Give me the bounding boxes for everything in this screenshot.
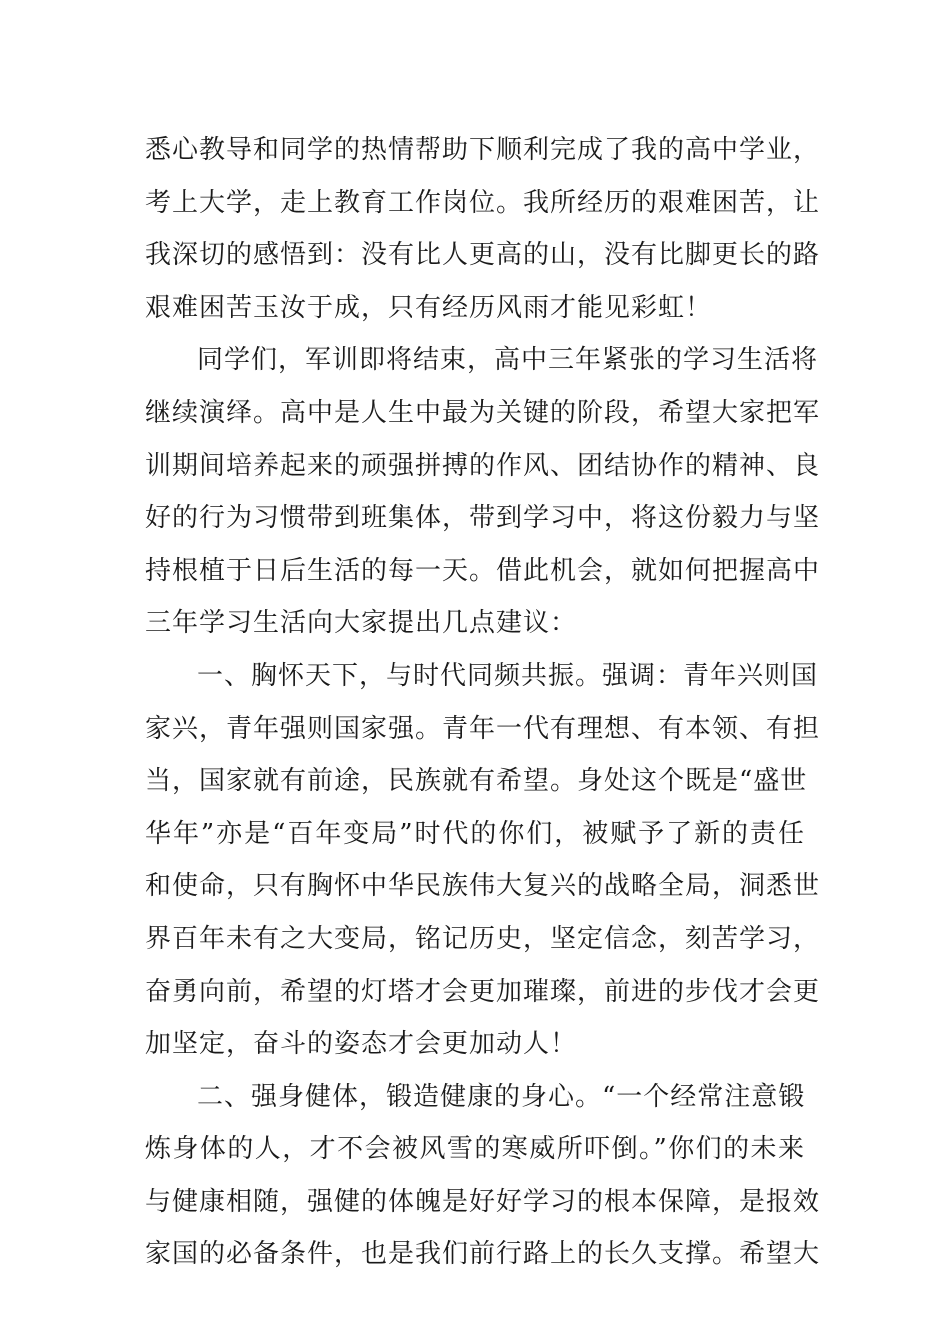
text-line: 持根植于日后生活的每一天。借此机会，就如何把握高中 bbox=[145, 555, 821, 586]
text-line: 考上大学，走上教育工作岗位。我所经历的艰难困苦，让 bbox=[145, 187, 821, 218]
text-line: 与健康相随，强健的体魄是好好学习的根本保障，是报效 bbox=[145, 1186, 821, 1217]
text-line: 家兴，青年强则国家强。青年一代有理想、有本领、有担 bbox=[145, 713, 821, 744]
paragraph-first-line: 同学们，军训即将结束，高中三年紧张的学习生活将 bbox=[197, 345, 819, 376]
text-line: 和使命，只有胸怀中华民族伟大复兴的战略全局，洞悉世 bbox=[145, 871, 821, 902]
text-line: 训期间培养起来的顽强拼搏的作风、团结协作的精神、良 bbox=[145, 450, 821, 481]
text-line: 炼身体的人，才不会被风雪的寒威所吓倒。”你们的未来 bbox=[145, 1134, 805, 1165]
text-line: 华年”亦是“百年变局”时代的你们，被赋予了新的责任 bbox=[145, 818, 805, 849]
text-line: 我深切的感悟到：没有比人更高的山，没有比脚更长的路 bbox=[145, 240, 821, 271]
paragraph-first-line: 二、强身健体，锻造健康的身心。“一个经常注意锻 bbox=[197, 1081, 806, 1112]
text-line: 家国的必备条件，也是我们前行路上的长久支撑。希望大 bbox=[145, 1239, 821, 1270]
text-line: 奋勇向前，希望的灯塔才会更加璀璨，前进的步伐才会更 bbox=[145, 976, 821, 1007]
text-line: 好的行为习惯带到班集体，带到学习中，将这份毅力与坚 bbox=[145, 503, 821, 534]
text-line: 三年学习生活向大家提出几点建议： bbox=[145, 608, 578, 639]
body-text bbox=[145, 124, 821, 1281]
text-line: 当，国家就有前途，民族就有希望。身处这个既是“盛世 bbox=[145, 766, 808, 797]
text-line: 界百年未有之大变局，铭记历史，坚定信念，刻苦学习， bbox=[145, 923, 821, 954]
text-line: 加坚定，奋斗的姿态才会更加动人！ bbox=[145, 1029, 578, 1060]
text-line: 艰难困苦玉汝于成，只有经历风雨才能见彩虹！ bbox=[145, 292, 713, 323]
text-line: 继续演绎。高中是人生中最为关键的阶段，希望大家把军 bbox=[145, 397, 821, 428]
text-line: 悉心教导和同学的热情帮助下顺利完成了我的高中学业， bbox=[145, 135, 821, 165]
paragraph-first-line: 一、胸怀天下，与时代同频共振。强调：青年兴则国 bbox=[197, 660, 819, 691]
